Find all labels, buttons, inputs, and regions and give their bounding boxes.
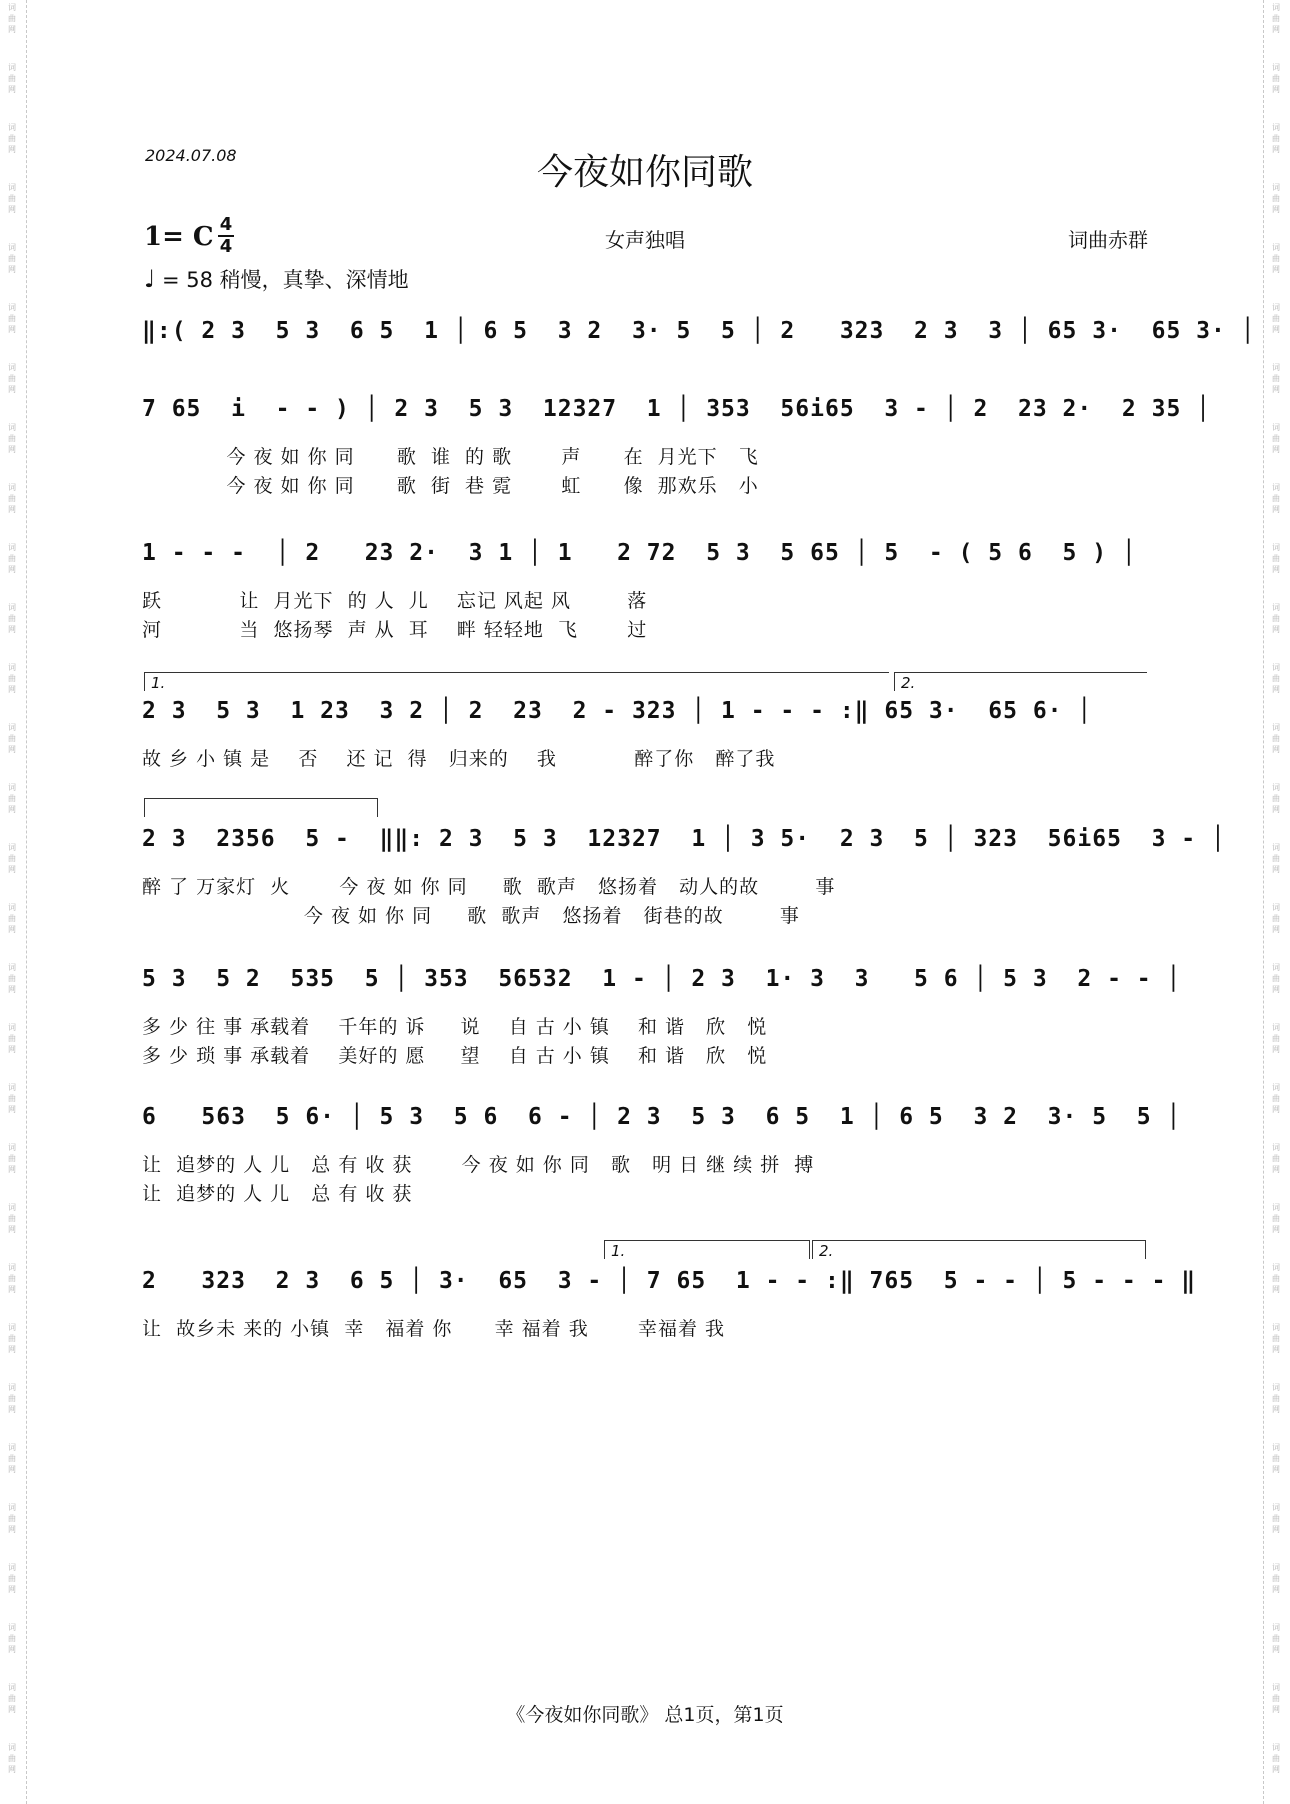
notation-row: 2 323 2 3 6 5 │ 3· 65 3 - │ 7 65 1 - - :‖ 765 5 - - │ 5 - - - ‖ xyxy=(142,1268,1197,1294)
volta-first-ending: 1. xyxy=(144,672,889,691)
watermark-text: 词 曲 网 xyxy=(8,1743,16,1774)
watermark-text: 词 曲 网 xyxy=(8,123,16,154)
watermark-text: 词 曲 网 xyxy=(8,1563,16,1594)
watermark-text: 词 曲 网 xyxy=(1272,1203,1280,1234)
watermark-text: 词 曲 网 xyxy=(8,1083,16,1114)
lyric-line: 今 夜 如 你 同 歌 谁 的 歌 声 在 月光下 飞 xyxy=(142,446,759,468)
watermark-text: 词 曲 网 xyxy=(8,663,16,694)
watermark-text: 词 曲 网 xyxy=(1272,543,1280,574)
watermark-text: 词 曲 网 xyxy=(1272,363,1280,394)
watermark-text: 词 曲 网 xyxy=(1272,1683,1280,1714)
date: 2024.07.08 xyxy=(145,146,237,165)
watermark-text: 词 曲 网 xyxy=(8,1623,16,1654)
watermark-text: 词 曲 网 xyxy=(8,483,16,514)
watermark-text: 词 曲 网 xyxy=(1272,1323,1280,1354)
watermark-text: 词 曲 网 xyxy=(1272,843,1280,874)
watermark-text: 词 曲 网 xyxy=(1272,1263,1280,1294)
watermark-text: 词 曲 网 xyxy=(8,363,16,394)
song-title: 今夜如你同歌 xyxy=(536,152,753,193)
watermark-text: 词 曲 网 xyxy=(1272,963,1280,994)
watermark-text: 词 曲 网 xyxy=(8,1443,16,1474)
watermark-text: 词 曲 网 xyxy=(1272,663,1280,694)
time-signature-bottom: 4 xyxy=(219,236,233,257)
watermark-text: 词 曲 网 xyxy=(8,903,16,934)
watermark-text: 词 曲 网 xyxy=(8,423,16,454)
lyric-line: 故 乡 小 镇 是 否 还 记 得 归来的 我 醉了你 醉了我 xyxy=(142,748,776,770)
watermark-text: 词 曲 网 xyxy=(8,1683,16,1714)
watermark-text: 词 曲 网 xyxy=(1272,1563,1280,1594)
watermark-text: 词 曲 网 xyxy=(1272,1443,1280,1474)
key-signature: 1= C xyxy=(144,222,214,252)
watermark-text: 词 曲 网 xyxy=(1272,1743,1280,1774)
tempo-text: = 58 稍慢，真挚、深情地 xyxy=(162,268,409,292)
composer: 词曲赤群 xyxy=(1068,228,1148,252)
lyric-line: 让 追梦的 人 儿 总 有 收 获 xyxy=(142,1183,413,1205)
page-footer: 《今夜如你同歌》 总1页，第1页 xyxy=(506,1704,784,1726)
lyric-line: 跃 让 月光下 的 人 儿 忘记 风起 风 落 xyxy=(142,590,648,612)
watermark-text: 词 曲 网 xyxy=(8,1143,16,1174)
lyric-line: 今 夜 如 你 同 歌 歌声 悠扬着 街巷的故 事 xyxy=(142,905,800,927)
watermark-text: 词 曲 网 xyxy=(8,723,16,754)
notation-row: 2 3 5 3 1 23 3 2 │ 2 23 2 - 323 │ 1 - - - :‖ 65 3· 65 6· │ xyxy=(142,698,1093,724)
watermark-text: 词 曲 网 xyxy=(1272,603,1280,634)
watermark-text: 词 曲 网 xyxy=(1272,483,1280,514)
watermark-text: 词 曲 网 xyxy=(1272,1083,1280,1114)
watermark-text: 词 曲 网 xyxy=(8,1263,16,1294)
watermark-text: 词 曲 网 xyxy=(8,543,16,574)
notation-row: 1 - - - │ 2 23 2· 3 1 │ 1 2 72 5 3 5 65 │ 5 - ( 5 6 5 ) │ xyxy=(142,540,1137,566)
watermark-text: 词 曲 网 xyxy=(1272,243,1280,274)
lyric-line: 今 夜 如 你 同 歌 街 巷 霓 虹 像 那欢乐 小 xyxy=(142,475,759,497)
watermark-text: 词 曲 网 xyxy=(8,783,16,814)
watermark-text: 词 曲 网 xyxy=(8,1023,16,1054)
lyric-line: 河 当 悠扬琴 声 从 耳 畔 轻轻地 飞 过 xyxy=(142,619,648,641)
time-signature-top: 4 xyxy=(219,214,233,235)
watermark-text: 词 曲 网 xyxy=(8,183,16,214)
watermark-text: 词 曲 网 xyxy=(8,1383,16,1414)
watermark-text: 词 曲 网 xyxy=(1272,1623,1280,1654)
notation-row: ‖:( 2 3 5 3 6 5 1 │ 6 5 3 2 3· 5 5 │ 2 323 2 3 3 │ 65 3· 65 3· │ xyxy=(142,318,1256,344)
lyric-line: 醉 了 万家灯 火 今 夜 如 你 同 歌 歌声 悠扬着 动人的故 事 xyxy=(142,876,836,898)
watermark-text: 词 曲 网 xyxy=(8,243,16,274)
notation-row: 2 3 2356 5 - ‖‖: 2 3 5 3 12327 1 │ 3 5· 2 3 5 │ 323 56i65 3 - │ xyxy=(142,826,1226,852)
left-watermark-strip xyxy=(0,0,27,1804)
watermark-text: 词 曲 网 xyxy=(1272,723,1280,754)
watermark-text: 词 曲 网 xyxy=(1272,1143,1280,1174)
volta-second-ending-end xyxy=(144,798,378,817)
volta-first-ending-2: 1. xyxy=(604,1240,810,1259)
watermark-text: 词 曲 网 xyxy=(1272,303,1280,334)
watermark-text: 词 曲 网 xyxy=(1272,123,1280,154)
watermark-text: 词 曲 网 xyxy=(8,303,16,334)
watermark-text: 词 曲 网 xyxy=(8,843,16,874)
lyric-line: 让 故乡未 来的 小镇 幸 福着 你 幸 福着 我 幸福着 我 xyxy=(142,1318,726,1340)
watermark-text: 词 曲 网 xyxy=(1272,183,1280,214)
volta-second-ending: 2. xyxy=(894,672,1147,691)
watermark-text: 词 曲 网 xyxy=(8,963,16,994)
watermark-text: 词 曲 网 xyxy=(1272,1023,1280,1054)
watermark-text: 词 曲 网 xyxy=(1272,3,1280,34)
watermark-text: 词 曲 网 xyxy=(8,63,16,94)
lyric-line: 多 少 琐 事 承载着 美好的 愿 望 自 古 小 镇 和 谐 欣 悦 xyxy=(142,1045,768,1067)
watermark-text: 词 曲 网 xyxy=(1272,1383,1280,1414)
watermark-text: 词 曲 网 xyxy=(1272,783,1280,814)
watermark-text: 词 曲 网 xyxy=(1272,423,1280,454)
notation-row: 5 3 5 2 535 5 │ 353 56532 1 - │ 2 3 1· 3 3 5 6 │ 5 3 2 - - │ xyxy=(142,966,1182,992)
right-watermark-strip xyxy=(1263,0,1290,1804)
notation-row: 7 65 i - - ) │ 2 3 5 3 12327 1 │ 353 56i65 3 - │ 2 23 2· 2 35 │ xyxy=(142,396,1211,422)
lyric-line: 让 追梦的 人 儿 总 有 收 获 今 夜 如 你 同 歌 明 日 继 续 拼 搏 xyxy=(142,1154,815,1176)
watermark-text: 词 曲 网 xyxy=(8,1503,16,1534)
watermark-text: 词 曲 网 xyxy=(8,603,16,634)
watermark-text: 词 曲 网 xyxy=(1272,903,1280,934)
volta-second-ending-2: 2. xyxy=(812,1240,1146,1259)
vocal-type: 女声独唱 xyxy=(605,228,685,252)
watermark-text: 词 曲 网 xyxy=(1272,63,1280,94)
watermark-text: 词 曲 网 xyxy=(8,3,16,34)
notation-row: 6 563 5 6· │ 5 3 5 6 6 - │ 2 3 5 3 6 5 1 │ 6 5 3 2 3· 5 5 │ xyxy=(142,1104,1182,1130)
watermark-text: 词 曲 网 xyxy=(8,1323,16,1354)
lyric-line: 多 少 往 事 承载着 千年的 诉 说 自 古 小 镇 和 谐 欣 悦 xyxy=(142,1016,768,1038)
watermark-text: 词 曲 网 xyxy=(8,1203,16,1234)
watermark-text: 词 曲 网 xyxy=(1272,1503,1280,1534)
tempo-marking xyxy=(144,264,409,294)
quarter-note-icon: ♩ xyxy=(144,265,156,293)
